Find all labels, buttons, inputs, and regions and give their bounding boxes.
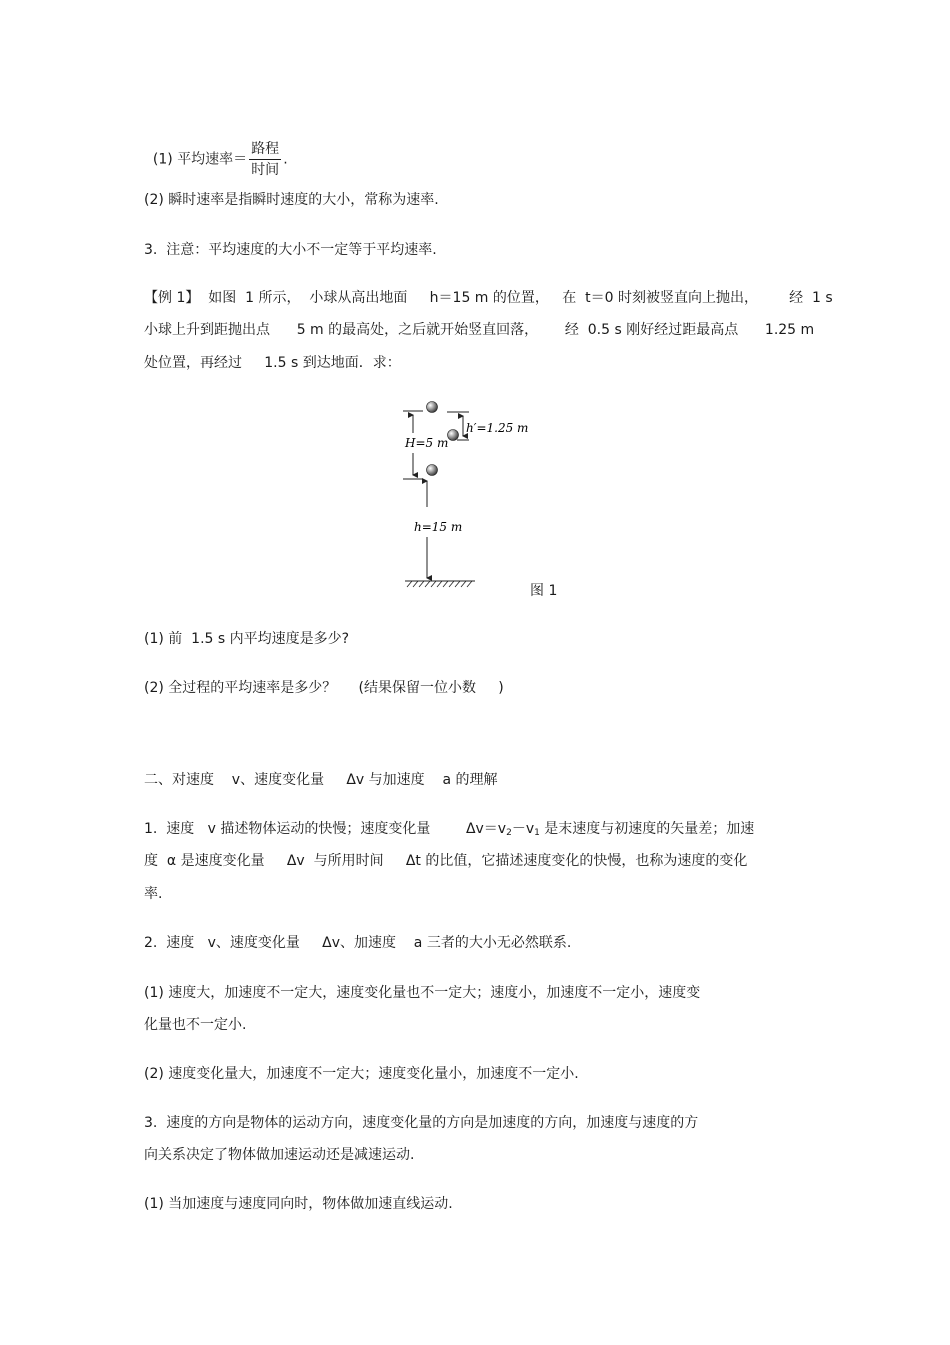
paragraph-1-line-2: 度 α 是速度变化量 Δv 与所用时间 Δt 的比值，它描述速度变化的快慢，也称为速度的变化 [144, 853, 748, 869]
subscript-2: 2 [506, 828, 512, 838]
figure-1 [395, 395, 535, 595]
paragraph-1-line-1 [144, 820, 754, 842]
ball-highest [427, 402, 438, 413]
label-h-prime: h′=1.25 m [466, 421, 529, 435]
paragraph-1-line-3: 率. [144, 886, 163, 902]
p1-text-a: 1. 速度 v 描述物体运动的快慢；速度变化量 Δv＝v [144, 821, 507, 837]
figure-caption: 图 1 [530, 583, 558, 599]
ball-launch [427, 465, 438, 476]
ground-hatching [407, 581, 472, 587]
question-1: (1) 前 1.5 s 内平均速度是多少? [144, 631, 350, 647]
paragraph-5-line-2: 向关系决定了物体做加速运动还是减速运动. [144, 1147, 415, 1163]
example-line-2: 小球上升到距抛出点 5 m 的最高处，之后就开始竖直回落， 经 0.5 s 刚好经过距最高点 1.25 m [144, 322, 815, 338]
label-h: h=15 m [414, 520, 463, 534]
p1-text-b: －v [511, 821, 535, 837]
example-line-1: 【例 1】 如图 1 所示， 小球从高出地面 h＝15 m 的位置， 在 t＝0 时刻被竖直向上抛出， 经 1 s [144, 290, 833, 306]
p1-text-c: 是末速度与初速度的矢量差；加速 [539, 821, 755, 837]
formula-suffix: . [283, 151, 288, 168]
section-heading-2: 二、对速度 v、速度变化量 Δv 与加速度 a 的理解 [144, 772, 498, 788]
paragraph-3-line-2: 化量也不一定小. [144, 1017, 247, 1033]
fraction-numerator: 路程 [249, 140, 281, 160]
paragraph-5-line-1: 3. 速度的方向是物体的运动方向，速度变化量的方向是加速度的方向，加速度与速度的方 [144, 1115, 699, 1131]
paragraph-instant-speed: (2) 瞬时速率是指瞬时速度的大小，常称为速率. [144, 192, 439, 208]
question-2: (2) 全过程的平均速率是多少？ (结果保留一位小数 ) [144, 680, 504, 696]
label-H: H=5 m [405, 436, 449, 450]
formula-prefix: (1) 平均速率＝ [152, 151, 248, 168]
paragraph-4: (2) 速度变化量大，加速度不一定大；速度变化量小，加速度不一定小. [144, 1066, 579, 1082]
subscript-1: 1 [534, 828, 540, 838]
paragraph-note: 3. 注意：平均速度的大小不一定等于平均速率. [144, 242, 437, 258]
example-line-3: 处位置，再经过 1.5 s 到达地面．求： [144, 355, 401, 371]
formula-average-speed [144, 122, 288, 179]
ball-after-0-5s [448, 430, 459, 441]
paragraph-3-line-1: (1) 速度大，加速度不一定大，速度变化量也不一定大；速度小，加速度不一定小，速度变 [144, 985, 701, 1001]
paragraph-2: 2. 速度 v、速度变化量 Δv、加速度 a 三者的大小无必然联系. [144, 935, 572, 951]
fraction-denominator: 时间 [251, 162, 280, 178]
fraction [249, 140, 281, 179]
paragraph-6: (1) 当加速度与速度同向时，物体做加速直线运动. [144, 1196, 453, 1212]
